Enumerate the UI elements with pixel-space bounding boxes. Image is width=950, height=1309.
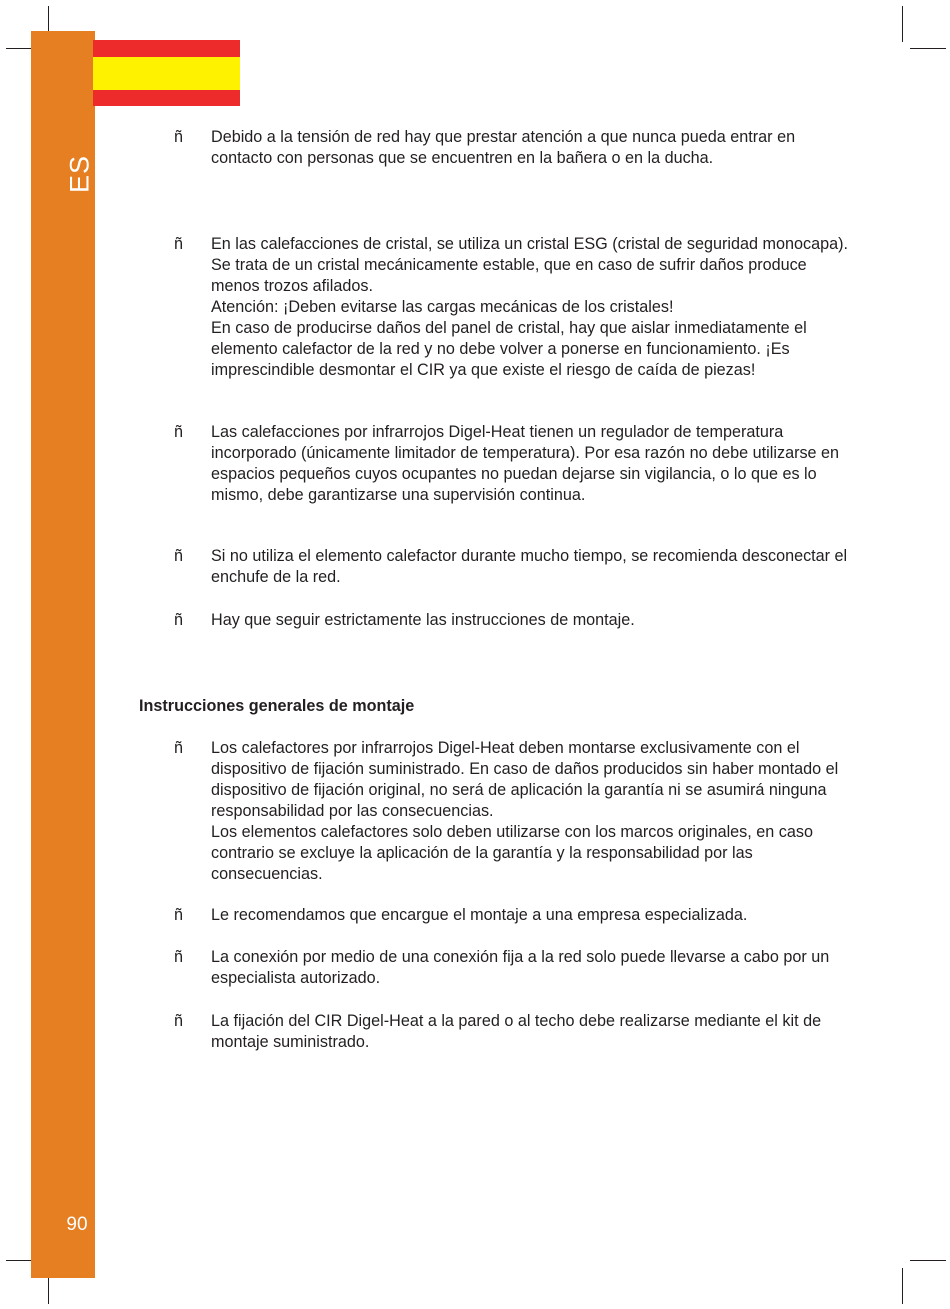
item-text bbox=[211, 610, 851, 631]
paragraph: Los elementos calefactores solo deben utilizarse con los marcos originales, en caso contrario se excluye la aplicación de la garantía y la responsabilidad por las consecuencias. bbox=[211, 823, 813, 883]
paragraph: Le recomendamos que encargue el montaje a una empresa especializada. bbox=[211, 906, 748, 924]
item-text bbox=[211, 546, 851, 588]
paragraph: Debido a la tensión de red hay que prestar atención a que nunca pueda entrar en contacto con personas que se encuentren en la bañera o en la ducha. bbox=[211, 128, 796, 167]
page-number: 90 bbox=[66, 1214, 88, 1235]
flag-stripe-yellow bbox=[93, 57, 240, 90]
flag-stripe-red-bottom bbox=[93, 90, 240, 107]
bullet-symbol: ñ bbox=[174, 906, 184, 924]
item-text bbox=[211, 234, 851, 381]
item-text bbox=[211, 422, 851, 506]
paragraph: La conexión por medio de una conexión fija a la red solo puede llevarse a cabo por un especialista autorizado. bbox=[211, 948, 830, 987]
paragraph: En caso de producirse daños del panel de cristal, hay que aislar inmediatamente el elemento calefactor de la red y no debe volver a ponerse en funcionamiento. ¡Es imprescindible desmontar el CIR ya que existe el riesgo de caída de piezas! bbox=[211, 319, 807, 379]
language-code: ES bbox=[64, 154, 95, 194]
item-text bbox=[211, 905, 851, 926]
bullet-symbol: ñ bbox=[174, 611, 184, 629]
item-text bbox=[211, 1011, 851, 1053]
bullet-symbol: ñ bbox=[174, 423, 184, 441]
item-text bbox=[211, 127, 851, 169]
bullet-symbol: ñ bbox=[174, 739, 184, 757]
item-text bbox=[211, 947, 851, 989]
paragraph: Si no utiliza el elemento calefactor durante mucho tiempo, se recomienda desconectar el enchufe de la red. bbox=[211, 547, 848, 586]
item-text bbox=[211, 738, 851, 885]
paragraph: La fijación del CIR Digel-Heat a la pared o al techo debe realizarse mediante el kit de montaje suministrado. bbox=[211, 1012, 822, 1051]
paragraph: Atención: ¡Deben evitarse las cargas mecánicas de los cristales! bbox=[211, 298, 674, 316]
flag-stripe-red-top bbox=[93, 40, 240, 57]
paragraph: En las calefacciones de cristal, se utiliza un cristal ESG (cristal de seguridad monocapa). Se trata de un cristal mecánicamente estable, que en caso de sufrir daños produce menos trozos afilados. bbox=[211, 235, 849, 295]
bullet-symbol: ñ bbox=[174, 128, 184, 146]
crop-mark bbox=[910, 1260, 946, 1261]
paragraph: Las calefacciones por infrarrojos Digel-Heat tienen un regulador de temperatura incorporado (únicamente limitador de temperatura). Por esa razón no debe utilizarse en espacios pequeños cuyos ocupantes no puedan dejarse sin vigilancia, o lo que es lo mismo, debe garantizarse una supervisión continua. bbox=[211, 423, 840, 504]
bullet-symbol: ñ bbox=[174, 547, 184, 565]
crop-mark bbox=[902, 1268, 903, 1304]
language-side-bar bbox=[31, 31, 95, 1278]
crop-mark bbox=[902, 6, 903, 42]
bullet-symbol: ñ bbox=[174, 1012, 184, 1030]
paragraph: Hay que seguir estrictamente las instrucciones de montaje. bbox=[211, 611, 635, 629]
crop-mark bbox=[910, 48, 946, 49]
bullet-symbol: ñ bbox=[174, 948, 184, 966]
section-heading: Instrucciones generales de montaje bbox=[139, 697, 415, 715]
paragraph: Los calefactores por infrarrojos Digel-Heat deben montarse exclusivamente con el dispositivo de fijación suministrado. En caso de daños producidos sin haber montado el dispositivo de fijación original, no será de aplicación la garantía ni se asumirá ninguna responsabilidad por las consecuencias. bbox=[211, 739, 839, 820]
spain-flag-icon bbox=[93, 40, 240, 106]
bullet-symbol: ñ bbox=[174, 235, 184, 253]
